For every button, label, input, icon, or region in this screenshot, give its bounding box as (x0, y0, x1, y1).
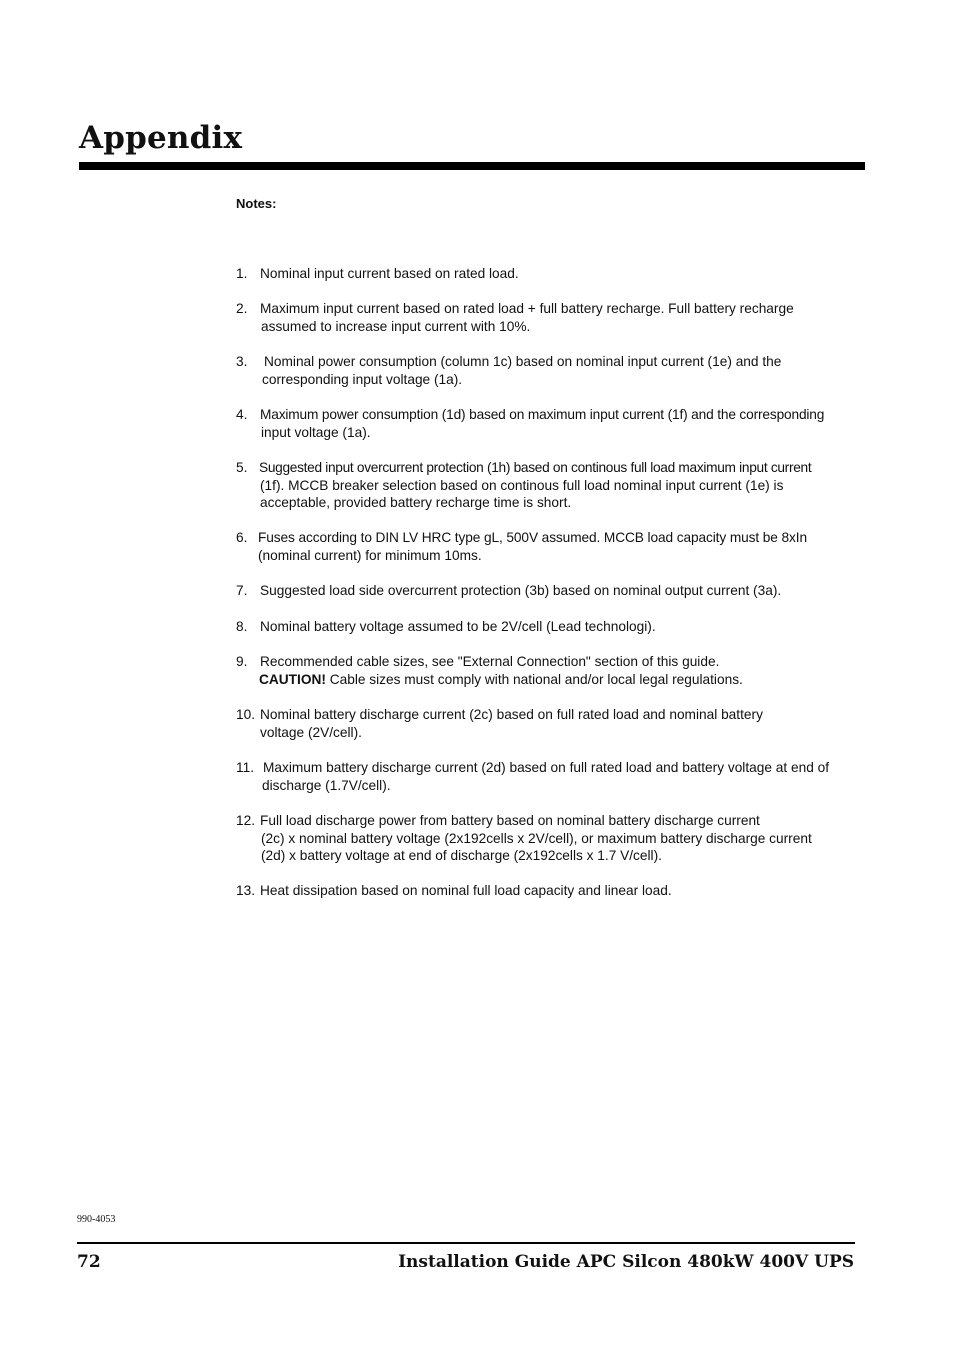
note-text: Suggested input overcurrent protection (1h) based on continous full load maximum input current (259, 460, 812, 475)
note-text: discharge (1.7V/cell). (262, 777, 391, 793)
note-text: Nominal battery discharge current (2c) based on full rated load and nominal battery (260, 707, 763, 722)
note-number: 5. (236, 460, 248, 475)
note-number: 6. (236, 530, 248, 545)
note-item (236, 812, 866, 865)
note-item (236, 459, 866, 512)
notes-heading: Notes: (236, 196, 277, 211)
note-text: (2c) x nominal battery voltage (2x192cells x 2V/cell), or maximum battery discharge current (261, 830, 812, 846)
footer-title: Installation Guide APC Silcon 480kW 400V UPS (398, 1252, 854, 1272)
note-text: (2d) x battery voltage at end of discharge (2x192cells x 1.7 V/cell). (261, 848, 662, 864)
footer-divider (77, 1242, 855, 1244)
note-item (236, 265, 866, 283)
note-item (236, 882, 866, 900)
note-text: Maximum input current based on rated load + full battery recharge. Full battery recharge (260, 301, 794, 316)
note-text: acceptable, provided battery recharge time is short. (260, 495, 572, 511)
note-text: Fuses according to DIN LV HRC type gL, 500V assumed. MCCB load capacity must be 8xIn (258, 530, 807, 545)
note-text: Maximum power consumption (1d) based on maximum input current (1f) and the corresponding (260, 407, 825, 422)
note-text: Nominal input current based on rated load. (260, 266, 519, 281)
note-item (236, 759, 866, 794)
note-text: input voltage (1a). (261, 424, 371, 440)
note-item (236, 653, 866, 688)
note-number: 7. (236, 583, 248, 598)
note-number: 4. (236, 407, 248, 422)
note-text: Maximum battery discharge current (2d) based on full rated load and battery voltage at end of (263, 760, 830, 775)
note-number: 1. (236, 266, 248, 281)
note-item (236, 582, 866, 600)
note-number: 2. (236, 301, 248, 316)
note-text: Full load discharge power from battery based on nominal battery discharge current (260, 813, 760, 828)
document-code: 990-4053 (77, 1214, 116, 1225)
note-text: corresponding input voltage (1a). (262, 371, 463, 387)
note-number: 13. (236, 883, 256, 898)
note-text: assumed to increase input current with 10%. (261, 318, 531, 334)
note-item (236, 353, 866, 388)
note-text: Suggested load side overcurrent protection (3b) based on nominal output current (3a). (260, 583, 782, 598)
page-number: 72 (77, 1252, 101, 1272)
note-item (236, 300, 866, 335)
note-text: Recommended cable sizes, see "External Connection" section of this guide. (260, 654, 720, 669)
note-number: 12. (236, 813, 256, 828)
title-divider (79, 162, 865, 170)
note-item (236, 529, 866, 564)
page-title: Appendix (79, 120, 243, 156)
note-text: voltage (2V/cell). (260, 724, 362, 740)
caution-text: Cable sizes must comply with national and/or local legal regulations. (325, 671, 743, 687)
caution-label: CAUTION! (259, 671, 326, 687)
note-number: 9. (236, 654, 248, 669)
note-item (236, 406, 866, 441)
note-text: (1f). MCCB breaker selection based on continous full load nominal input current (1e) is (260, 477, 784, 493)
note-text: Nominal battery voltage assumed to be 2V/cell (Lead technologi). (260, 619, 656, 634)
note-number: 8. (236, 619, 248, 634)
note-number: 3. (236, 354, 248, 369)
note-item (236, 706, 866, 741)
note-text: (nominal current) for minimum 10ms. (258, 547, 482, 563)
note-number: 11. (236, 760, 255, 775)
note-item (236, 618, 866, 636)
note-text: Nominal power consumption (column 1c) based on nominal input current (1e) and the (264, 354, 782, 369)
note-number: 10. (236, 707, 256, 722)
note-text: Heat dissipation based on nominal full load capacity and linear load. (260, 883, 672, 898)
